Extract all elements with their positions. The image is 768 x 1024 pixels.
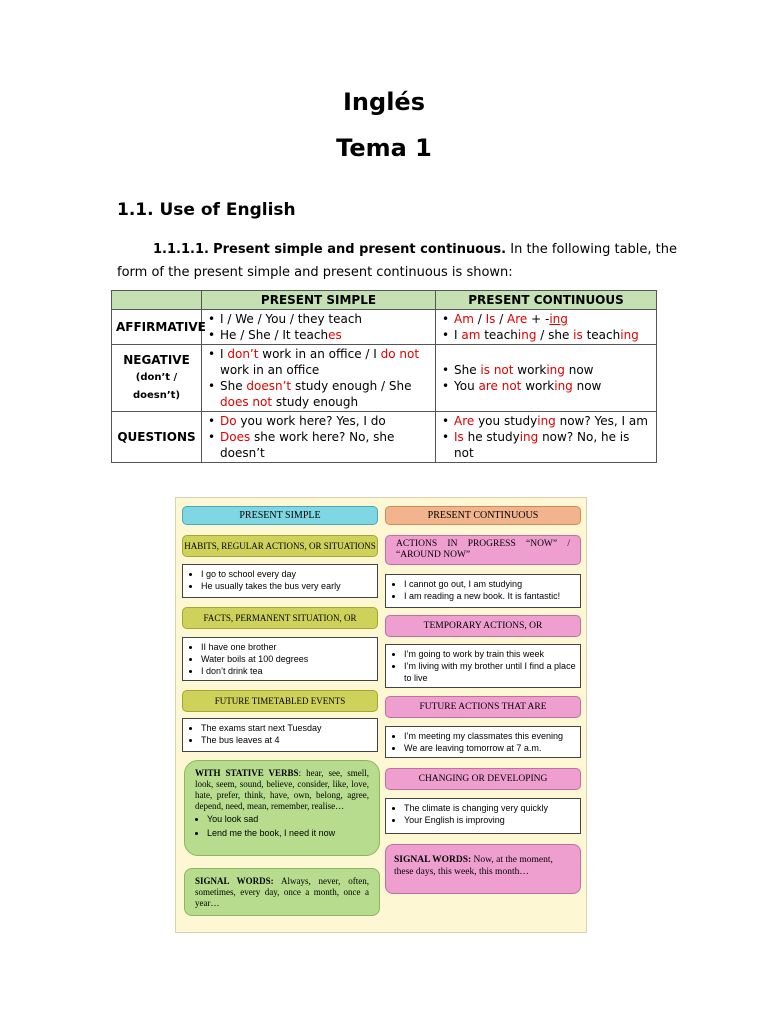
list-item: • Am / Is / Are + -ing — [454, 311, 652, 327]
signal-words-continuous — [385, 844, 581, 894]
table-row — [112, 412, 657, 463]
row-header-questions: QUESTIONS — [112, 412, 202, 463]
habits-label: HABITS, REGULAR ACTIONS, OR SITUATIONS — [182, 535, 378, 557]
list-item: • You look sad — [207, 812, 369, 826]
grammar-table — [111, 290, 657, 463]
facts-label: FACTS, PERMANENT SITUATION, OR — [182, 607, 378, 629]
list-item: • Lend me the book, I need it now — [207, 826, 369, 840]
column-header: PRESENT SIMPLE — [202, 291, 436, 310]
table-cell — [202, 345, 436, 412]
column-header: PRESENT CONTINUOUS — [436, 291, 657, 310]
list-item: • Water boils at 100 degrees — [201, 653, 373, 665]
present-continuous-header: PRESENT CONTINUOUS — [385, 506, 581, 525]
progress-examples — [385, 574, 581, 608]
temporary-label: TEMPORARY ACTIONS, OR — [385, 615, 581, 637]
table-header-row — [112, 291, 657, 310]
table-row — [112, 310, 657, 345]
changing-examples — [385, 798, 581, 834]
table-cell — [436, 345, 657, 412]
future-arrangements-examples — [385, 726, 581, 758]
list-item: • Does she work here? No, she doesn’t — [220, 429, 431, 461]
signal-label: SIGNAL WORDS: — [195, 876, 274, 886]
list-item: • I / We / You / they teach — [220, 311, 431, 327]
paragraph-text: In the following table, the — [506, 242, 678, 257]
list-item: • She doesn’t study enough / She does not study enough — [220, 378, 431, 410]
table-cell — [202, 412, 436, 463]
subsection-title: Present simple and present continuous. — [213, 242, 507, 257]
future-timetabled-label: FUTURE TIMETABLED EVENTS — [182, 690, 378, 712]
list-item: • We are leaving tomorrow at 7 a.m. — [404, 742, 576, 754]
list-item: • The exams start next Tuesday — [201, 722, 373, 734]
row-header-sublabel: (don’t / doesn’t) — [132, 372, 181, 401]
document-title: Inglés — [343, 88, 425, 116]
list-item: • Are you studying now? Yes, I am — [454, 413, 652, 429]
list-item: • You are not working now — [454, 378, 652, 394]
temporary-examples — [385, 644, 581, 688]
list-item: • I am reading a new book. It is fantastic! — [404, 590, 576, 602]
list-item: • The climate is changing very quickly — [404, 802, 576, 814]
list-item: • I am teaching / she is teaching — [454, 327, 652, 343]
habits-examples — [182, 564, 378, 598]
signal-text: Now, at the moment, these days, this week, this month… — [394, 855, 553, 877]
table-corner-cell — [112, 291, 202, 310]
stative-text: : hear, see, smell, look, seem, sound, believe, consider, like, love, hate, prefer, think, have, own, belong, agree, depend, need, mean, remember, realise… — [195, 768, 369, 811]
list-item: • I’m meeting my classmates this evening — [404, 730, 576, 742]
facts-examples — [182, 637, 378, 681]
section-heading: 1.1. Use of English — [117, 200, 296, 220]
document-subtitle: Tema 1 — [336, 134, 432, 162]
list-item: • Your English is improving — [404, 814, 576, 826]
signal-words-simple — [184, 868, 380, 916]
list-item: • I go to school every day — [201, 568, 373, 580]
progress-label: ACTIONS IN PROGRESS “NOW” / “AROUND NOW” — [385, 535, 581, 565]
paragraph-continuation: form of the present simple and present continuous is shown: — [117, 265, 513, 280]
row-header-label: NEGATIVE — [123, 353, 190, 367]
stative-verbs-box — [184, 760, 380, 856]
table-row — [112, 345, 657, 412]
table-cell — [202, 310, 436, 345]
row-header-affirmative: AFFIRMATIVE — [112, 310, 202, 345]
signal-text: Always, never, often, sometimes, every day, once a month, once a year… — [195, 876, 369, 908]
stative-label: WITH STATIVE VERBS — [195, 768, 299, 778]
present-simple-header: PRESENT SIMPLE — [182, 506, 378, 525]
list-item: • Is he studying now? No, he is not — [454, 429, 652, 461]
table-cell — [436, 310, 657, 345]
list-item: • He / She / It teaches — [220, 327, 431, 343]
list-item: • I’m living with my brother until I find a place to live — [404, 660, 576, 684]
tenses-infographic — [175, 497, 587, 933]
changing-label: CHANGING OR DEVELOPING — [385, 768, 581, 790]
list-item: • Do you work here? Yes, I do — [220, 413, 431, 429]
list-item: • II have one brother — [201, 641, 373, 653]
list-item: • I cannot go out, I am studying — [404, 578, 576, 590]
signal-label: SIGNAL WORDS: — [394, 855, 472, 865]
list-item: • I don’t drink tea — [201, 665, 373, 677]
list-item: • I’m going to work by train this week — [404, 648, 576, 660]
list-item: • He usually takes the bus very early — [201, 580, 373, 592]
row-header-negative — [112, 345, 202, 412]
list-item: • She is not working now — [454, 362, 652, 378]
subsection-paragraph — [153, 242, 677, 257]
future-timetabled-examples — [182, 718, 378, 752]
list-item: • The bus leaves at 4 — [201, 734, 373, 746]
list-item: • I don’t work in an office / I do not work in an office — [220, 346, 431, 378]
table-cell — [436, 412, 657, 463]
subsection-number: 1.1.1.1. — [153, 242, 209, 257]
future-arrangements-label: FUTURE ACTIONS THAT ARE — [385, 696, 581, 718]
